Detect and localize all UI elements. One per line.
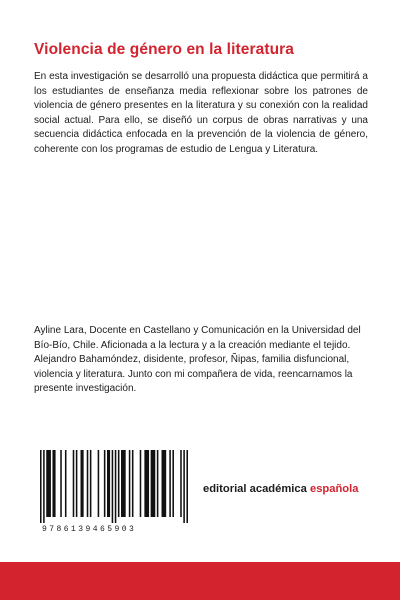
barcode-bar — [157, 450, 159, 517]
barcode-bar — [129, 450, 131, 517]
barcode-bar — [169, 450, 171, 517]
barcode-bar — [162, 450, 167, 517]
author-bio — [34, 324, 368, 397]
barcode-bar — [60, 450, 62, 517]
barcode-bar — [186, 450, 188, 523]
barcode-bar — [118, 450, 120, 517]
barcode-bar — [43, 450, 45, 523]
abstract-text: En esta investigación se desarrolló una propuesta didáctica que permitirá a los estudiantes de enseñanza media reflexionar sobre los patrones de violencia de género presentes en la literatura y su conexión con la realidad social actual. Para ello, se diseñó un corpus de obras narrativas y una secuencia didáctica enfocada en la prevención de la violencia de género, coherente con los programas de estudio de Lengua y Literatura. — [34, 71, 368, 155]
barcode-bar — [151, 450, 156, 517]
footer-band — [0, 562, 400, 600]
barcode-bar — [183, 450, 185, 523]
bio-paragraph-1: Ayline Lara, Docente en Castellano y Comunicación en la Universidad del Bío-Bío, Chile. Aficionada a la lectura y a la creación mediante el tejido. — [34, 325, 361, 351]
barcode-bar — [180, 450, 182, 517]
publisher-logo — [203, 483, 358, 495]
isbn-number: 9786139465903 — [42, 525, 137, 534]
barcode — [40, 450, 188, 523]
barcode-bar — [132, 450, 134, 517]
barcode-bar — [40, 450, 42, 523]
barcode-bar — [87, 450, 89, 517]
barcode-bar — [144, 450, 149, 517]
barcode-bar — [46, 450, 51, 517]
barcode-bar — [81, 450, 84, 517]
barcode-bar — [115, 450, 117, 523]
publisher-name-accent: española — [309, 483, 359, 495]
barcode-bar — [104, 450, 106, 517]
barcode-bar — [121, 450, 126, 517]
barcode-bar — [140, 450, 142, 517]
book-title: Violencia de género en la literatura — [34, 41, 295, 58]
barcode-bar — [107, 450, 110, 517]
barcode-bar — [76, 450, 78, 517]
barcode-bar — [98, 450, 100, 517]
barcode-bar — [90, 450, 92, 517]
barcode-bar — [112, 450, 114, 523]
publisher-name-main: editorial académica — [203, 483, 310, 495]
barcode-bar — [65, 450, 67, 517]
barcode-bar — [172, 450, 174, 517]
barcode-bar — [52, 450, 55, 517]
bio-paragraph-2: Alejandro Bahamóndez, disidente, profesor, Ñipas, familia disfuncional, violencia y literatura. Junto con mi compañera de vida, reencarnamos la presente investigación. — [34, 354, 353, 395]
barcode-bar — [73, 450, 75, 517]
